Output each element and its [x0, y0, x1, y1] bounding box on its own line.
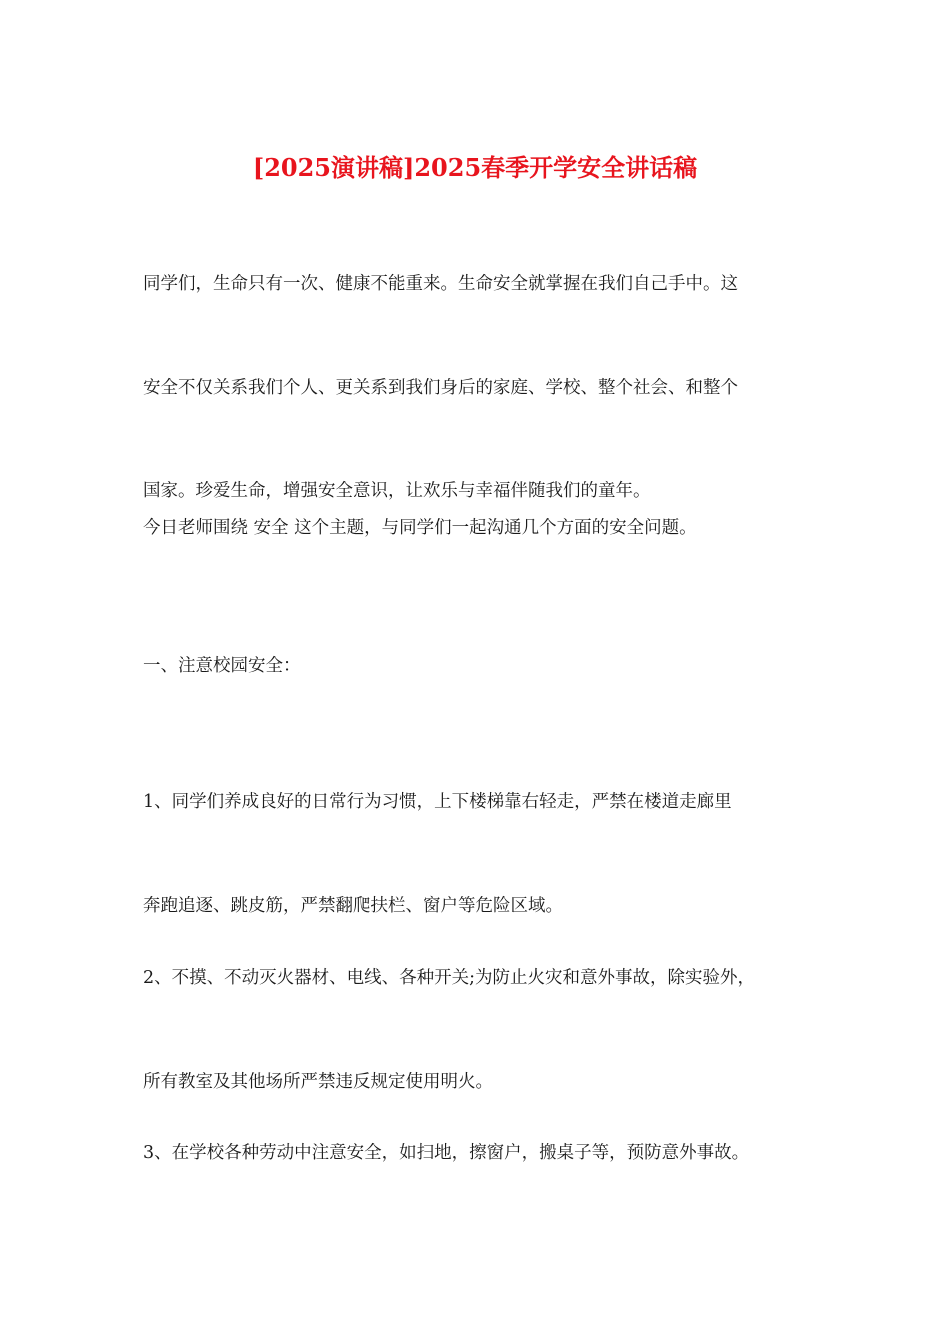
intro-line-2: 安全不仅关系我们个人、更关系到我们身后的家庭、学校、整个社会、和整个 — [143, 377, 738, 398]
intro-line-1: 同学们，生命只有一次、健康不能重来。生命安全就掌握在我们自己手中。这 — [143, 274, 738, 294]
document-title: [2025演讲稿]2025春季开学安全讲话稿 — [252, 153, 698, 182]
theme-line: 今日老师围绕 安全 这个主题，与同学们一起沟通几个方面的安全问题。 — [143, 518, 697, 538]
item1-line-2: 奔跑追逐、跳皮筋，严禁翻爬扶栏、窗户等危险区域。 — [143, 895, 563, 916]
item3-line: 3、在学校各种劳动中注意安全，如扫地，擦窗户，搬桌子等，预防意外事故。 — [143, 1143, 750, 1163]
section1-heading: 一、注意校园安全： — [143, 656, 301, 676]
item2-line-2: 所有教室及其他场所严禁违反规定使用明火。 — [143, 1071, 493, 1092]
item2-line-1: 2、不摸、不动灭火器材、电线、各种开关;为防止火灾和意外事故，除实验外， — [143, 968, 756, 988]
item-3-paragraph — [143, 1067, 813, 1240]
item1-line-1: 1、同学们养成良好的日常行为习惯，上下楼梯靠右轻走，严禁在楼道走廊里 — [143, 792, 732, 812]
intro-line-3: 国家。珍爱生命，增强安全意识，让欢乐与幸福伴随我们的童年。 — [143, 481, 651, 501]
